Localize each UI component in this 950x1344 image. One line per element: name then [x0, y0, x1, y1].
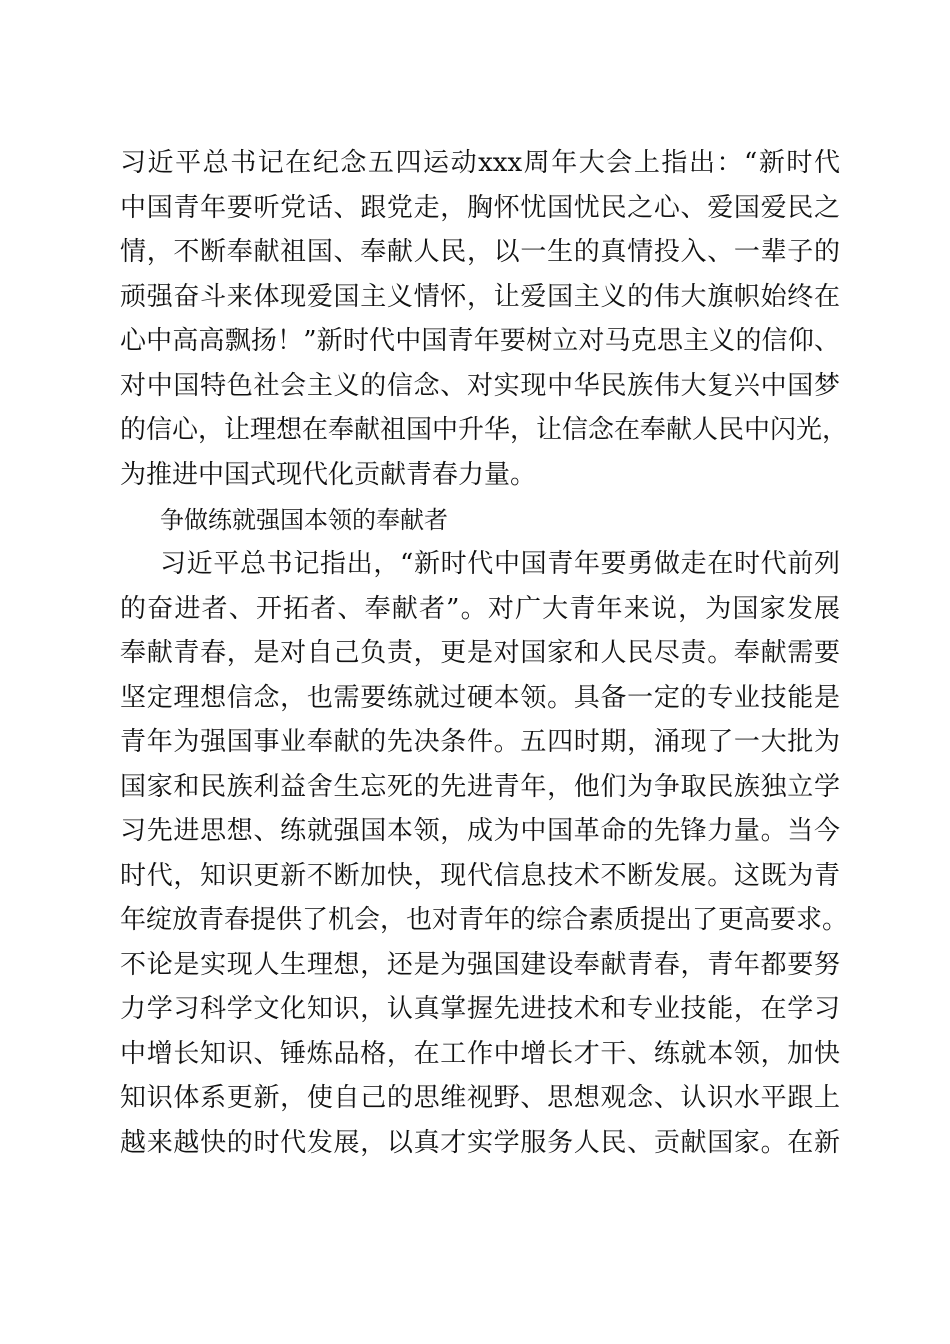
paragraph-line: 的信心，让理想在奉献祖国中升华，让信念在奉献人民中闪光，	[120, 415, 849, 445]
paragraph-line: 力学习科学文化知识，认真掌握先进技术和专业技能，在学习	[120, 994, 840, 1024]
paragraph-line: 年绽放青春提供了机会，也对青年的综合素质提出了更高要求。	[120, 905, 849, 935]
paragraph-line: 不论是实现人生理想，还是为强国建设奉献青春，青年都要努	[120, 950, 840, 980]
paragraph-line: 中国青年要听党话、跟党走，胸怀忧国忧民之心、爱国爱民之	[120, 193, 840, 223]
paragraph-line: 习先进思想、练就强国本领，成为中国革命的先锋力量。当今	[120, 816, 840, 846]
paragraph-line: 时代，知识更新不断加快，现代信息技术不断发展。这既为青	[120, 861, 840, 891]
paragraph-line: 中增长知识、锤炼品格，在工作中增长才干、练就本领，加快	[120, 1039, 840, 1069]
paragraph-line: 国家和民族利益舍生忘死的先进青年，他们为争取民族独立学	[120, 772, 840, 802]
section-heading: 争做练就强国本领的奉献者	[160, 506, 448, 534]
paragraph-line: 知识体系更新，使自己的思维视野、思想观念、认识水平跟上	[120, 1083, 840, 1113]
paragraph-line: 顽强奋斗来体现爱国主义情怀，让爱国主义的伟大旗帜始终在	[120, 282, 840, 312]
paragraph-line: 习近平总书记指出，“新时代中国青年要勇做走在时代前列	[160, 549, 840, 579]
paragraph-line: 越来越快的时代发展，以真才实学服务人民、贡献国家。在新	[120, 1128, 840, 1158]
paragraph-line: 情，不断奉献祖国、奉献人民，以一生的真情投入、一辈子的	[120, 237, 840, 267]
paragraph-line: 的奋进者、开拓者、奉献者”。对广大青年来说，为国家发展	[120, 594, 840, 624]
paragraph-line: 青年为强国事业奉献的先决条件。五四时期，涌现了一大批为	[120, 727, 840, 757]
paragraph-line: 为推进中国式现代化贡献青春力量。	[120, 460, 537, 490]
paragraph-line: 奉献青春，是对自己负责，更是对国家和人民尽责。奉献需要	[120, 638, 840, 668]
paragraph-line: 习近平总书记在纪念五四运动xxx周年大会上指出：“新时代	[120, 148, 840, 178]
paragraph-line: 心中高高飘扬！”新时代中国青年要树立对马克思主义的信仰、	[120, 326, 840, 356]
paragraph-line: 对中国特色社会主义的信念、对实现中华民族伟大复兴中国梦	[120, 371, 840, 401]
paragraph-line: 坚定理想信念，也需要练就过硬本领。具备一定的专业技能是	[120, 683, 840, 713]
